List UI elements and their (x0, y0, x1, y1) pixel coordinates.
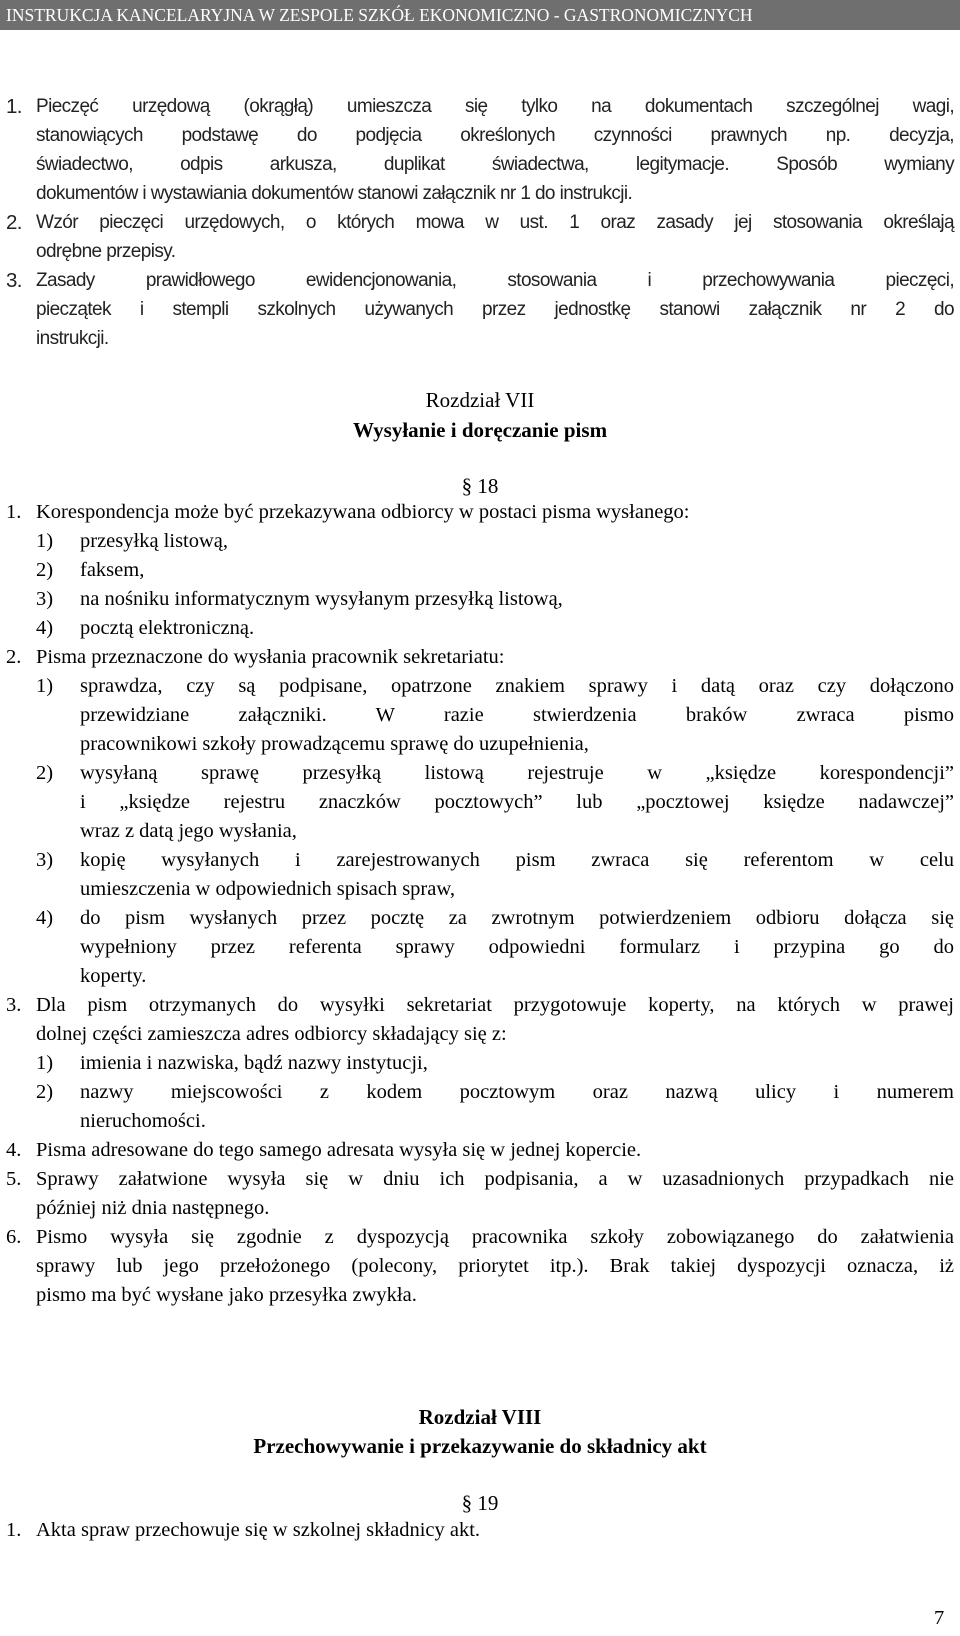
item-number: 4. (6, 1139, 22, 1161)
chapter-title: Przechowywanie i przekazywanie do składnicy akt (253, 1434, 707, 1458)
item-line: sprawy lub jego przełożonego (polecony, priorytet itp.). Brak takiej dyspozycji oznacza, iż (36, 1255, 954, 1277)
subitem-number: 2) (36, 559, 54, 581)
subitem-line: kopię wysyłanych i zarejestrowanych pism zwraca się referentom w celu (80, 849, 954, 871)
subitem-number: 3) (36, 849, 54, 871)
subitem-line: do pism wysłanych przez pocztę za zwrotnym potwierdzeniem odbioru dołącza się (80, 907, 954, 929)
subitem-line: przesyłką listową, (80, 530, 229, 552)
item-line: pismo ma być wysłane jako przesyłka zwykła. (36, 1284, 417, 1306)
item-number: 1. (6, 1519, 22, 1541)
document-header: INSTRUKCJA KANCELARYJNA W ZESPOLE SZKÓŁ EKONOMICZNO - GASTRONOMICZNYCH (0, 0, 960, 30)
subitem-line: i „księdze rejestru znaczków pocztowych” lub „pocztowej księdze nadawczej” (80, 791, 954, 813)
subitem-line: faksem, (80, 559, 145, 581)
subitem-line: pracownikowi szkoły prowadzącemu sprawę do uzupełnienia, (80, 733, 589, 755)
paragraph-symbol: § 19 (461, 1491, 499, 1515)
item-line: Dla pism otrzymanych do wysyłki sekretariat przygotowuje koperty, na których w prawej (36, 994, 954, 1016)
subitem-number: 1) (36, 530, 54, 552)
item-text: Korespondencja może być przekazywana odbiorcy w postaci pisma wysłanego: (36, 501, 690, 523)
subitem-number: 1) (36, 1052, 54, 1074)
item-line: Sprawy załatwione wysyła się w dniu ich podpisania, a w uzasadnionych przypadkach nie (36, 1168, 954, 1190)
subitem-line: pocztą elektroniczną. (80, 617, 255, 639)
subitem-line: imienia i nazwiska, bądź nazwy instytucji, (80, 1052, 428, 1074)
subitem-line: na nośniku informatycznym wysyłanym przesyłką listową, (80, 588, 563, 610)
item-line: Pismo wysyła się zgodnie z dyspozycją pracownika szkoły zobowiązanego do załatwienia (36, 1226, 954, 1248)
paragraph-line: Pieczęć urzędową (okrągłą) umieszcza się tylko na dokumentach szczególnej wagi, (36, 96, 954, 117)
subitem-number: 4) (36, 907, 54, 929)
subitem-number: 1) (36, 675, 54, 697)
item-text: Pisma przeznaczone do wysłania pracownik sekretariatu: (36, 646, 505, 668)
subitem-line: nieruchomości. (80, 1110, 206, 1132)
item-number: 6. (6, 1226, 22, 1248)
paragraph-line: dokumentów i wystawiania dokumentów stanowi załącznik nr 1 do instrukcji. (36, 183, 633, 204)
subitem-line: wypełniony przez referenta sprawy odpowiedni formularz i przypina go do (80, 936, 954, 958)
subitem-line: nazwy miejscowości z kodem pocztowym oraz nazwą ulicy i numerem (80, 1081, 954, 1103)
subitem-number: 2) (36, 1081, 54, 1103)
paragraph-line: odrębne przepisy. (36, 241, 176, 262)
subitem-line: przewidziane załączniki. W razie stwierdzenia braków zwraca pismo (80, 704, 954, 726)
chapter-title: Wysyłanie i doręczanie pism (352, 418, 608, 442)
paragraph-line: świadectwo, odpis arkusza, duplikat świadectwa, legitymacje. Sposób wymiany (36, 154, 954, 175)
item-number: 1. (6, 95, 22, 118)
paragraph-line: instrukcji. (36, 328, 109, 349)
item-number: 2. (6, 646, 22, 668)
subitem-line: wraz z datą jego wysłania, (80, 820, 297, 842)
item-number: 2. (6, 211, 22, 234)
item-number: 3. (6, 994, 22, 1016)
item-line: dolnej części zamieszcza adres odbiorcy składający się z: (36, 1023, 507, 1045)
subitem-line: sprawdza, czy są podpisane, opatrzone znakiem sprawy i datą oraz czy dołączono (80, 675, 954, 697)
item-line: Pisma adresowane do tego samego adresata wysyła się w jednej kopercie. (36, 1139, 642, 1161)
subitem-number: 3) (36, 588, 54, 610)
subitem-line: koperty. (80, 965, 147, 987)
item-line: Akta spraw przechowuje się w szkolnej składnicy akt. (36, 1519, 481, 1541)
chapter-heading: Rozdział VIII (418, 1405, 542, 1429)
subitem-line: wysyłaną sprawę przesyłką listową rejestruje w „księdze korespondencji” (80, 762, 954, 784)
item-number: 5. (6, 1168, 22, 1190)
subitem-number: 4) (36, 617, 54, 639)
subitem-line: umieszczenia w odpowiednich spisach spraw, (80, 878, 455, 900)
paragraph-symbol: § 18 (461, 474, 499, 498)
item-line: później niż dnia następnego. (36, 1197, 270, 1219)
paragraph-line: stanowiących podstawę do podjęcia określonych czynności prawnych np. decyzja, (36, 125, 954, 146)
chapter-heading: Rozdział VII (425, 388, 535, 412)
subitem-number: 2) (36, 762, 54, 784)
paragraph-line: pieczątek i stempli szkolnych używanych przez jednostkę stanowi załącznik nr 2 do (36, 299, 954, 320)
item-number: 3. (6, 269, 22, 292)
paragraph-line: Wzór pieczęci urzędowych, o których mowa w ust. 1 oraz zasady jej stosowania określają (36, 212, 954, 233)
page-number: 7 (934, 1607, 945, 1629)
paragraph-line: Zasady prawidłowego ewidencjonowania, stosowania i przechowywania pieczęci, (36, 270, 954, 291)
item-number: 1. (6, 501, 22, 523)
